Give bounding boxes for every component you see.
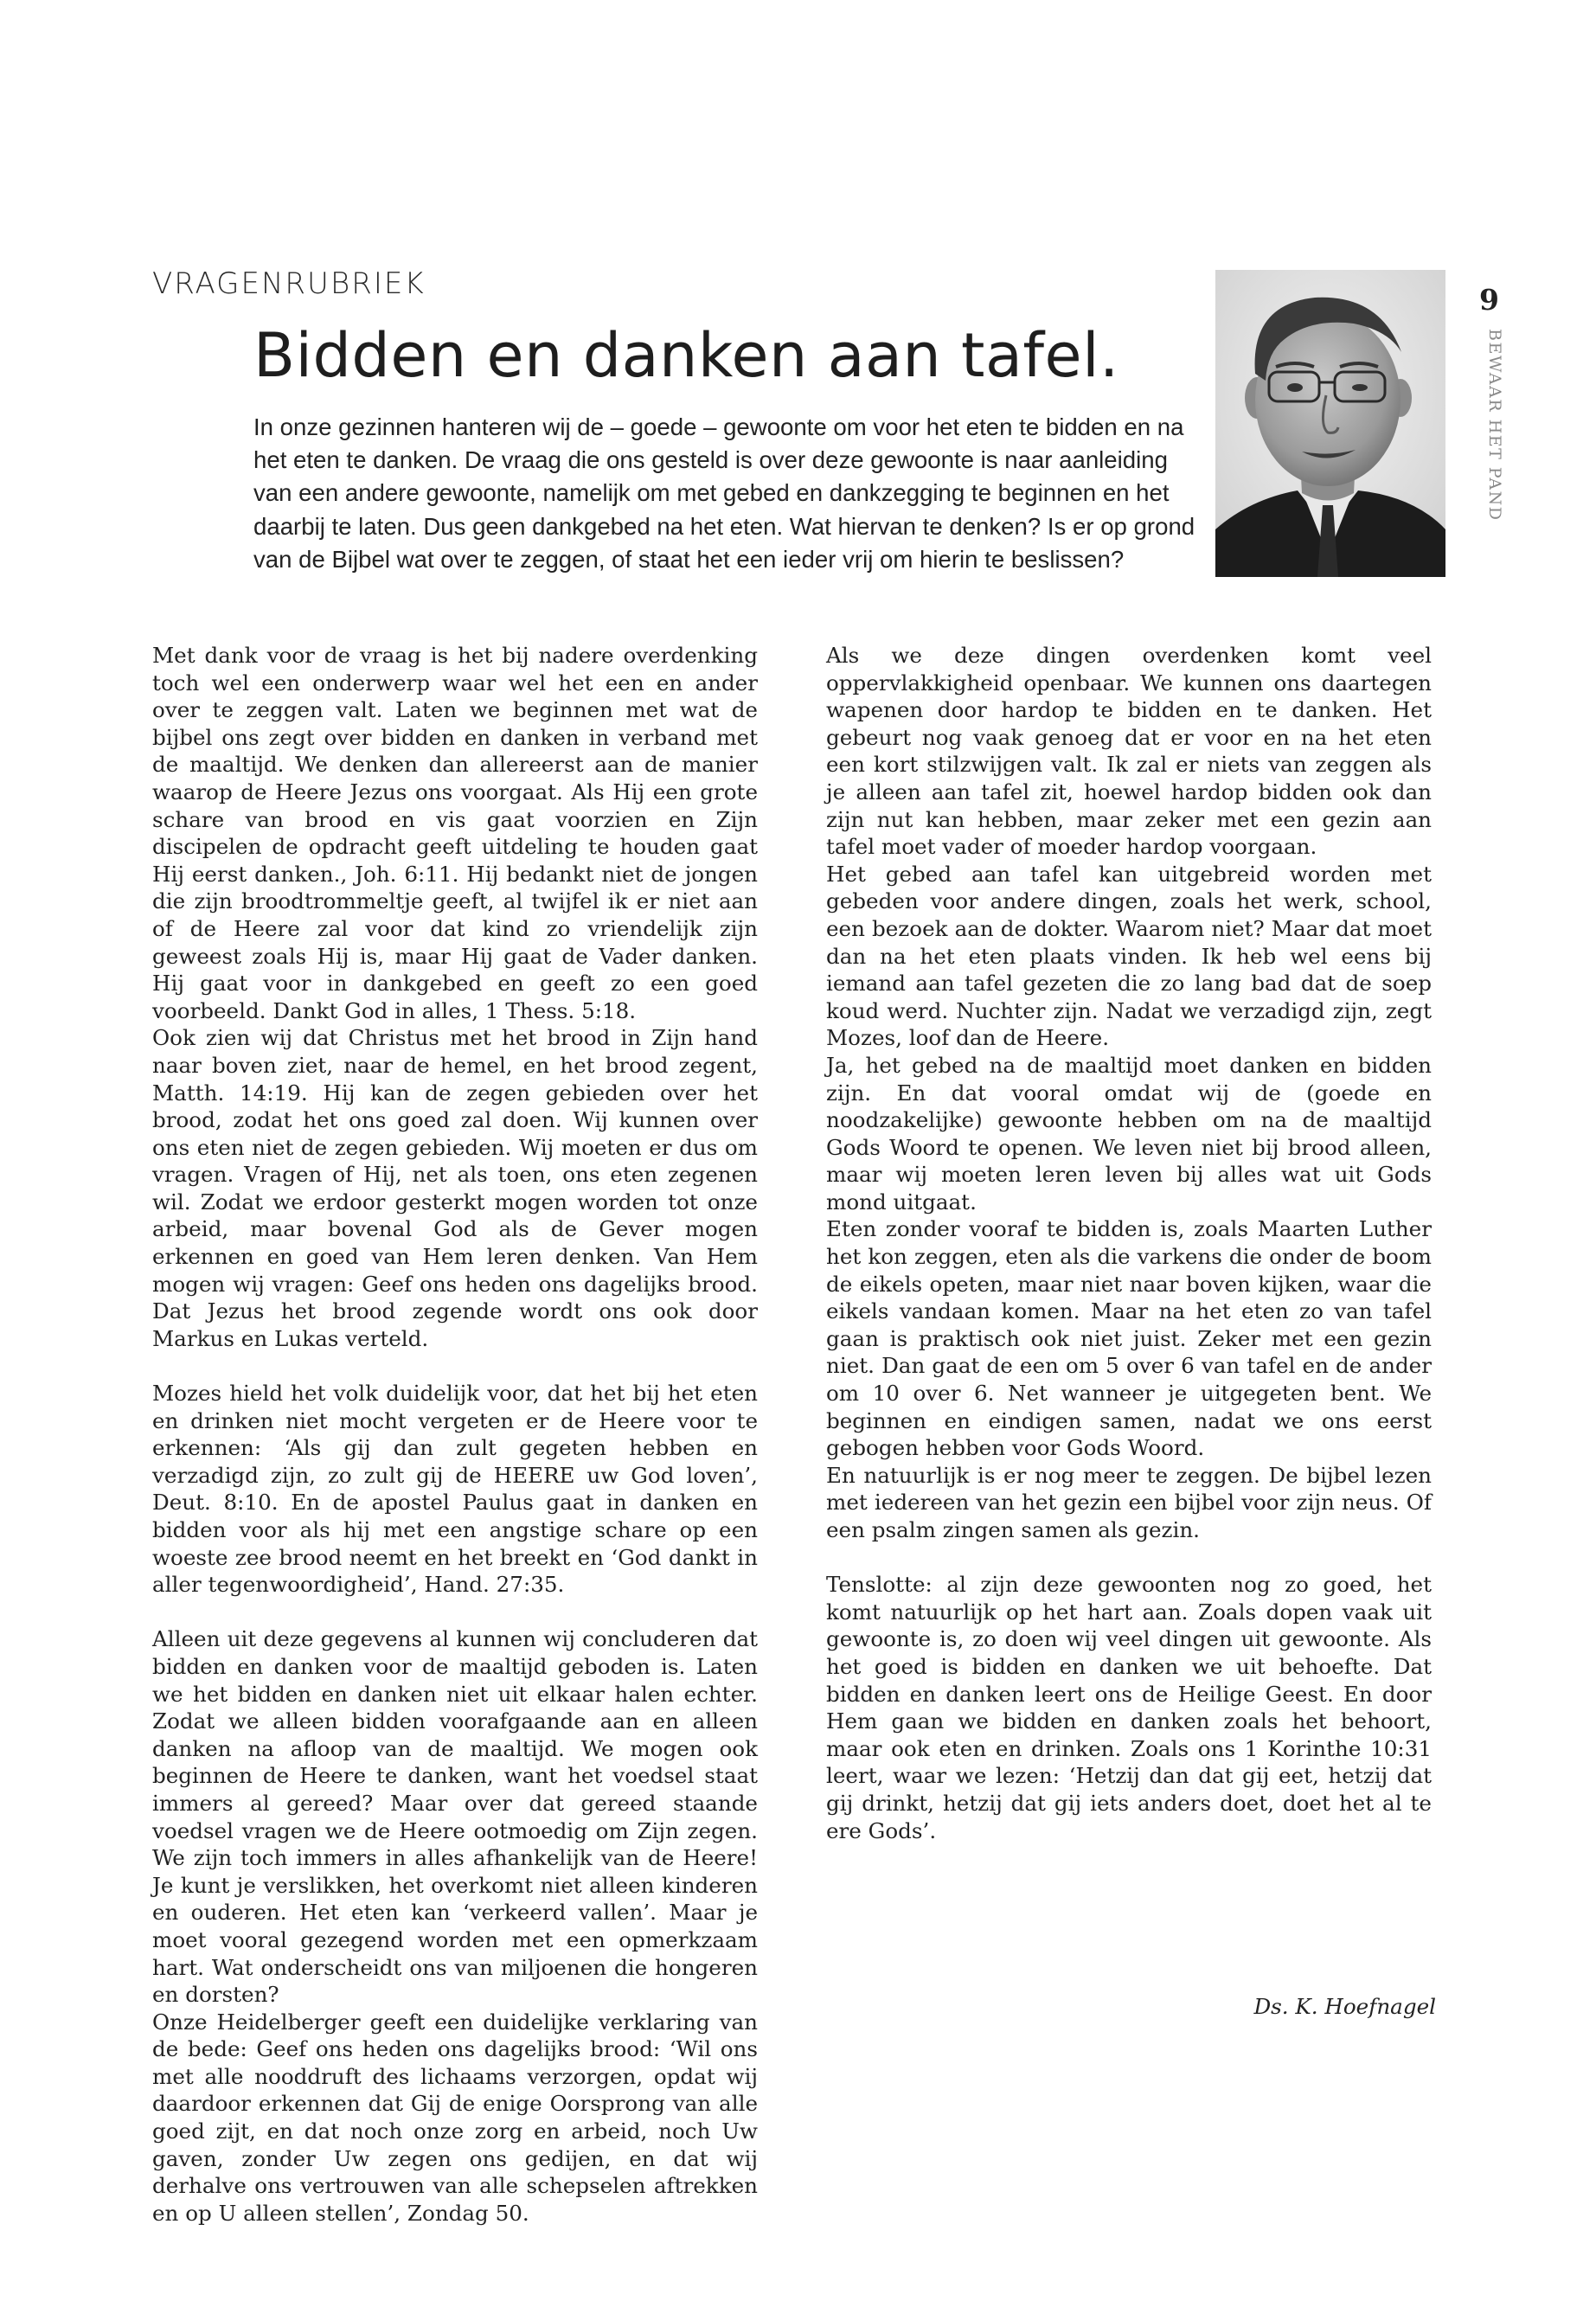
body-paragraph: Ook zien wij dat Christus met het brood in Zijn hand naar boven ziet, naar de hemel, en het brood zegent, Matth. 14:19. Hij kan de zegen gebieden over het brood, zodat het ons goed zal doen. Wij kunnen over ons eten niet de zegen gebieden. Wij moeten er dus om vragen. Vragen of Hij, net als toen, ons eten zegenen wil. Zodat we erdoor gesterkt mogen worden tot onze arbeid, maar bovenal God als de Gever mogen erkennen en goed van Hem leren denken. Van Hem mogen wij vragen: Geef ons heden ons dagelijks brood. Dat Jezus het brood zegende wordt ons ook door Markus en Lukas verteld. (152, 1025, 758, 1351)
body-paragraph: Tenslotte: al zijn deze gewoonten nog zo goed, het komt natuurlijk op het hart aan. Zoals dopen vaak uit gewoonte is, zo doen wij veel dingen uit gewoonte. Als het goed is bidden en danken we uit behoefte. Dat bidden en danken leert ons de Heilige Geest. En door Hem gaan we bidden en danken zoals het behoort, maar ook eten en drinken. Zoals ons 1 Korinthe 10:31 leert, waar we lezen: ‘Hetzij dan dat gij eet, hetzij dat gij drinkt, hetzij dat gij iets anders doet, doet het al te ere Gods’. (826, 1572, 1432, 1843)
article-title: Bidden en danken aan tafel. (253, 320, 1119, 391)
section-label: VRAGENRUBRIEK (152, 266, 426, 301)
author-signature: Ds. K. Hoefnagel (1253, 1994, 1436, 2019)
page-number: 9 (1479, 283, 1499, 317)
body-paragraph: Ja, het gebed na de maaltijd moet danken en bidden zijn. En dat vooral omdat wij de (goede en noodzakelijke) gewoonte hebben om na de maaltijd Gods Woord te openen. We leven niet bij brood alleen, maar wij moeten leren leven bij alles wat uit Gods mond uitgaat. (826, 1052, 1432, 1215)
body-paragraph: En natuurlijk is er nog meer te zeggen. De bijbel lezen met iedereen van het gezin een bijbel voor zijn neus. Of een psalm zingen samen als gezin. (826, 1462, 1432, 1542)
author-photo (1215, 270, 1445, 577)
intro-paragraph (253, 411, 1196, 576)
body-paragraph: Alleen uit deze gegevens al kunnen wij concluderen dat bidden en danken voor de maaltijd geboden is. Laten we het bidden en danken niet uit elkaar halen echter. Zodat we alleen bidden voorafgaande aan en alleen danken na afloop van de maaltijd. We mogen ook beginnen de Heere te danken, want het voedsel staat immers al gereed? Maar over dat gereed staande voedsel vragen we de Heere ootmoedig om Zijn zegen. We zijn toch immers in alles afhankelijk van de Heere! Je kunt je verslikken, het overkomt niet alleen kinderen en ouderen. Het eten kan ‘verkeerd vallen’. Maar je moet vooral gezegend worden met een opmerkzaam hart. Wat onderscheidt ons van miljoenen die hongeren en dorsten? (152, 1626, 758, 2008)
body-paragraph: Het gebed aan tafel kan uitgebreid worden met gebeden voor andere dingen, zoals het werk, school, een bezoek aan de dokter. Waarom niet? Maar dat moet dan na het eten plaats vinden. Ik heb wel eens bij iemand aan tafel gezeten die zo lang bad dat de soep koud werd. Nuchter zijn. Nadat we verzadigd zijn, zegt Mozes, loof dan de Heere. (826, 861, 1432, 1051)
running-head (1473, 329, 1516, 528)
body-paragraph: Als we deze dingen overdenken komt veel oppervlakkigheid openbaar. We kunnen ons daartegen wapenen door hardop te bidden en te danken. Het gebeurt nog vaak genoeg dat er voor en na het eten een kort stilzwijgen valt. Ik zal er niets van zeggen als je alleen aan tafel zit, hoewel hardop bidden ook dan zijn nut kan hebben, maar zeker met een gezin aan tafel moet vader of moeder hardop voorgaan. (826, 643, 1432, 860)
body-paragraph: Eten zonder vooraf te bidden is, zoals Maarten Luther het kon zeggen, eten als die varkens die onder de boom de eikels opeten, maar niet naar boven kijken, waar die eikels vandaan komen. Maar na het eten zo van tafel gaan is praktisch ook niet juist. Zeker met een gezin niet. Dan gaat de een om 5 over 6 van tafel en de ander om 10 over 6. Net wanneer je uitgegeten bent. We beginnen en eindigen samen, nadat we ons eerst gebogen hebben voor Gods Woord. (826, 1216, 1432, 1461)
right-column (826, 642, 1432, 1844)
running-head-text: BEWAAR HET PAND (1485, 329, 1504, 522)
left-column (152, 642, 758, 2227)
body-paragraph: Met dank voor de vraag is het bij nadere overdenking toch wel een onderwerp waar wel het een en ander over te zeggen valt. Laten we beginnen met wat de bijbel ons zegt over bidden en danken in verband met de maaltijd. We denken dan allereerst aan de manier waarop de Heere Jezus ons voorgaat. Als Hij een grote schare van brood en vis gaat voorzien en Zijn discipelen de opdracht geeft uitdeling te houden gaat Hij eerst danken., Joh. 6:11. Hij bedankt niet de jongen die zijn broodtrommeltje geeft, al twijfel ik er niet aan of de Heere zal voor dat kind zo vriendelijk zijn geweest zoals Hij is, maar Hij gaat de Vader danken. Hij gaat voor in dankgebed en geeft zo een goed voorbeeld. Dankt God in alles, 1 Thess. 5:18. (152, 643, 758, 1023)
body-paragraph: Mozes hield het volk duidelijk voor, dat het bij het eten en drinken niet mocht vergeten er de Heere voor te erkennen: ‘Als gij dan zult gegeten hebben en verzadigd zijn, zo zult gij de HEERE uw God loven’, Deut. 8:10. En de apostel Paulus gaat in danken en bidden voor als hij met een angstige schare op een woeste zee brood neemt en het breekt en ‘God dankt in aller tegenwoordigheid’, Hand. 27:35. (152, 1381, 758, 1598)
intro-text: In onze gezinnen hanteren wij de – goede – gewoonte om voor het eten te bidden en na het eten te danken. De vraag die ons gesteld is over deze gewoonte is naar aanleiding van een andere gewoonte, namelijk om met gebed en dankzegging te beginnen en het daarbij te laten. Dus geen dankgebed na het eten. Wat hiervan te denken? Is er op grond van de Bijbel wat over te zeggen, of staat het een ieder vrij om hierin te beslissen? (253, 413, 1195, 573)
body-paragraph: Onze Heidelberger geeft een duidelijke verklaring van de bede: Geef ons heden ons dagelijks brood: ‘Wil ons met alle nooddruft des lichaams verzorgen, opdat wij daardoor erkennen dat Gij de enige Oorsprong van alle goed zijt, en dat noch onze zorg en arbeid, noch Uw gaven, zonder Uw zegen ons gedijen, en dat wij derhalve ons vertrouwen van alle schepselen aftrekken en op U alleen stellen’, Zondag 50. (152, 2009, 758, 2226)
